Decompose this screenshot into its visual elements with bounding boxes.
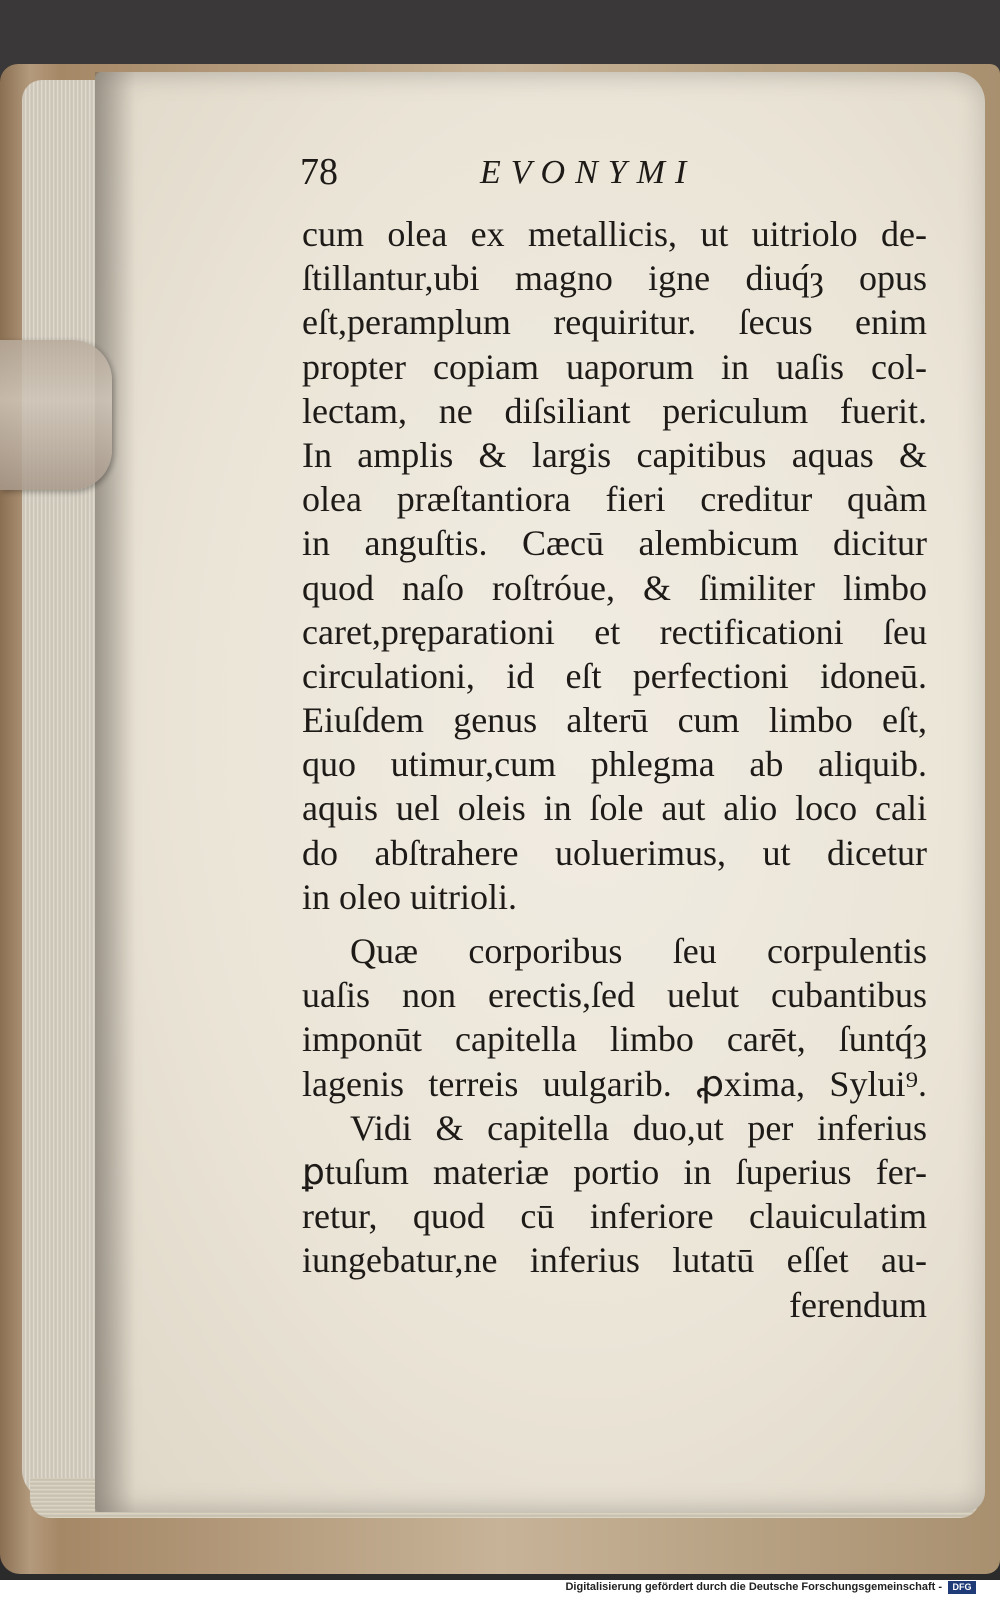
text-line: circulationi, id eſt perfectioni idoneū. [302, 655, 927, 696]
catchword: ferendum [789, 1284, 927, 1325]
text-line: aquis uel oleis in ſole aut alio loco cali [302, 788, 927, 829]
bookmark-ribbon [0, 340, 112, 490]
text-line: olea præſtantiora fieri creditur quàm [302, 479, 927, 520]
page-number: 78 [300, 151, 338, 193]
text-line: uaſis non erectis,ſed uelut cubantibus [302, 975, 927, 1016]
text-line: propter copiam uaporum in uaſis col- [302, 346, 927, 387]
text-line: caret,pręparationi et rectificationi ſeu [302, 611, 927, 652]
text-line: Vidi & capitella duo,ut per inferius [350, 1107, 927, 1148]
text-line: retur, quod cū inferiore clauiculatim [302, 1196, 927, 1237]
text-line: quod naſo roſtróue, & ſimiliter limbo [302, 567, 927, 608]
page-header [300, 150, 930, 200]
text-line: lectam, ne diſsiliant periculum fuerit. [302, 390, 927, 431]
text-line: cum olea ex metallicis, ut uitriolo de- [302, 214, 927, 254]
text-line: iungebatur,ne inferius lutatū eſſet au- [302, 1240, 927, 1281]
text-line: ſtillantur,ubi magno igne diuq́ȝ opus [302, 258, 927, 299]
text-line: ꝑtuſum materiæ portio in ſuperius fer- [302, 1151, 927, 1192]
text-line: lagenis terreis uulgarib. ꝓxima, Sylui⁹. [302, 1063, 927, 1104]
text-line: do abſtrahere uoluerimus, ut dicetur [302, 832, 927, 873]
text-line: quo utimur,cum phlegma ab aliquib. [302, 744, 927, 785]
dfg-logo: DFG [948, 1581, 976, 1594]
text-line: imponūt capitella limbo carēt, ſuntq́ȝ [302, 1019, 927, 1060]
spine-shadow [95, 72, 135, 1512]
text-line: In amplis & largis capitibus aquas & [302, 434, 927, 475]
text-line: Eiuſdem genus alterū cum limbo eſt, [302, 700, 927, 741]
text-line: in anguſtis. Cæcū alembicum dicitur [302, 523, 927, 564]
text-line: Quæ corporibus ſeu corpulentis [350, 931, 927, 971]
running-head: EVONYMI [480, 154, 697, 191]
text-line: eſt,peramplum requiritur. ſecus enim [302, 302, 927, 343]
body-text [302, 212, 927, 1327]
digitization-credit: Digitalisierung gefördert durch die Deutsche Forschungsgemeinschaft - [565, 1581, 942, 1593]
text-line: in oleo uitrioli. [302, 876, 517, 917]
